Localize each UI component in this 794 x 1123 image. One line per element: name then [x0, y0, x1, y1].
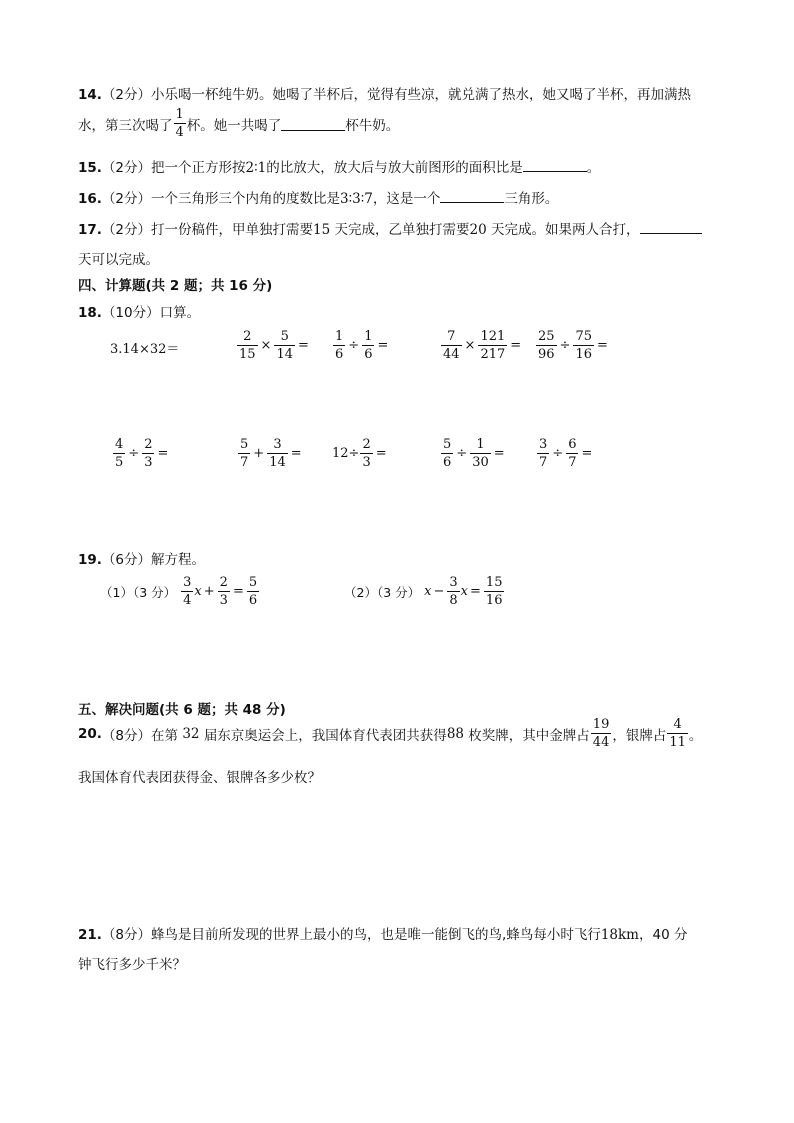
question-text: 枚奖牌，其中金牌占 [468, 727, 590, 744]
question-14: 14.（2分）小乐喝一杯纯牛奶。她喝了半杯后，觉得有些凉，就兑满了热水，她又喝了半杯，再加满热 [78, 87, 692, 103]
number-value: 15 [313, 222, 331, 238]
fraction: $\frac{4}{11}$ [669, 717, 686, 750]
ratio-value: 2∶1 [245, 160, 267, 176]
question-text: 三角形。 [504, 191, 559, 207]
answer-blank[interactable] [281, 116, 345, 131]
question-17-line2 [78, 248, 159, 268]
question-text: 的比放大，放大后与放大前图形的面积比是 [266, 160, 523, 176]
calc-expression-5: $\frac{25}{96}$ ÷ $\frac{75}{16}$ = [538, 329, 608, 362]
question-score: （8分） [101, 927, 152, 943]
question-20-line2: 我国体育代表团获得金、银牌各多少枚？ [78, 770, 321, 786]
question-number: 15 [78, 160, 97, 176]
question-17: 17.（2分）打一份稿件，甲单独打需要15 天完成，乙单独打需要20 天完成。如果两人合打， [78, 218, 702, 238]
question-21-line2: 钟飞行多少千米？ [78, 957, 186, 973]
question-18: 18.（10分）口算。 [78, 305, 201, 321]
question-20: 20 . （8分） 在第 32 届东京奥运会上，我国体育代表团共获得 88 枚奖牌，其中金牌占 $\frac{19}{44}$ ，银牌占 $\frac{4}{11}$ 。 [78, 717, 703, 750]
question-text: 把一个正方形按 [151, 160, 246, 176]
question-text: 小乐喝一杯纯牛奶。她喝了半杯后，觉得有些凉，就兑满了热水，她又喝了半杯，再加满热 [151, 87, 692, 103]
question-21: 21.（8分）蜂鸟是目前所发现的世界上最小的鸟，也是唯一能倒飞的鸟,蜂鸟每小时飞行18km，40 分 [78, 927, 688, 943]
section-title: 四、计算题(共 2 题；共 16 分) [78, 278, 273, 294]
question-text: 水，第三次喝了 [78, 117, 173, 134]
calc-expression-6: $\frac{4}{5}$ ÷ $\frac{2}{3}$ = [115, 437, 169, 470]
calc-expression-1: 3.14×32＝ [110, 342, 180, 357]
question-number: 18 [78, 305, 97, 321]
question-score: （10分） [101, 305, 160, 321]
question-text: 天可以完成。 [78, 252, 159, 268]
sub-question-label: （2）（3 分） [344, 584, 421, 600]
question-score: （6分） [101, 552, 152, 568]
calc-expression-3: $\frac{1}{6}$ ÷ $\frac{1}{6}$ = [335, 329, 389, 362]
section-title: 五、解决问题(共 6 题；共 48 分) [78, 702, 286, 718]
question-number: 14 [78, 87, 97, 103]
calc-expression-8: 12÷ $\frac{2}{3}$ = [332, 437, 387, 470]
fraction: $\frac{1}{4}$ [175, 107, 184, 140]
calc-expression-4: $\frac{7}{44}$ × $\frac{121}{217}$ = [443, 329, 522, 362]
answer-blank[interactable] [440, 188, 504, 203]
question-text: ，银牌占 [612, 727, 667, 744]
number-value: 88 [446, 725, 464, 742]
question-text: 届东京奥运会上，我国体育代表团共获得 [203, 727, 447, 744]
question-score: （8分） [101, 727, 152, 744]
question-text: 天完成，乙单独打需要 [334, 222, 470, 238]
question-number: 20 [78, 725, 97, 742]
question-19: 19.（6分）解方程。 [78, 552, 206, 568]
question-text: 杯。她一共喝了 [186, 117, 282, 134]
fraction: $\frac{19}{44}$ [592, 717, 610, 750]
calc-expression-7: $\frac{5}{7}$ + $\frac{3}{14}$ = [240, 437, 302, 470]
question-text: ，这是一个 [372, 191, 441, 207]
question-16: 16.（2分）一个三角形三个内角的度数比是3∶3∶7，这是一个 三角形。 [78, 187, 558, 207]
question-number: 16 [78, 191, 97, 207]
question-number: 19 [78, 552, 97, 568]
number-value: 20 [469, 222, 487, 238]
answer-blank[interactable] [523, 157, 587, 172]
calc-expression-10: $\frac{3}{7}$ ÷ $\frac{6}{7}$ = [539, 437, 593, 470]
question-text: 口算。 [159, 305, 201, 321]
question-score: （2分） [101, 87, 152, 103]
question-score: （2分） [101, 160, 152, 176]
question-text: 杯牛奶。 [345, 117, 400, 134]
question-text: 蜂鸟是目前所发现的世界上最小的鸟，也是唯一能倒飞的鸟,蜂鸟每小时飞行 [151, 927, 601, 943]
question-text: 。 [586, 160, 601, 176]
question-text: 解方程。 [151, 552, 206, 568]
calc-expression-2: $\frac{2}{15}$ × $\frac{5}{14}$ = [239, 329, 309, 362]
question-text: 打一份稿件，甲单独打需要 [151, 222, 314, 238]
ratio-value: 3∶3∶7 [340, 191, 373, 207]
answer-blank[interactable] [640, 219, 702, 234]
question-score: （2分） [101, 191, 152, 207]
question-number: 17 [78, 222, 97, 238]
question-text: 一个三角形三个内角的度数比是 [151, 191, 341, 207]
question-text: 天完成。如果两人合打， [491, 222, 640, 238]
question-number: 21 [78, 927, 97, 943]
calc-expression-9: $\frac{5}{6}$ ÷ $\frac{1}{30}$ = [443, 437, 505, 470]
equation-2: （2）（3 分） x − $\frac{3}{8}$ x = $\frac{15}{16}$ [344, 575, 503, 608]
question-14-line2 [78, 108, 399, 139]
equation-1: （1）（3 分） $\frac{3}{4}$ x + $\frac{2}{3}$ = $\frac{5}{6}$ [100, 575, 258, 608]
speed-value: 18km [600, 927, 639, 943]
question-text: ，40 分 [639, 927, 688, 943]
number-value: 32 [182, 725, 200, 742]
question-score: （2分） [101, 222, 152, 238]
sub-question-label: （1）（3 分） [100, 584, 177, 600]
question-text: 在第 [151, 727, 179, 744]
question-15: 15.（2分）把一个正方形按2∶1的比放大，放大后与放大前图形的面积比是 。 [78, 156, 600, 176]
question-text: 。 [688, 727, 703, 744]
